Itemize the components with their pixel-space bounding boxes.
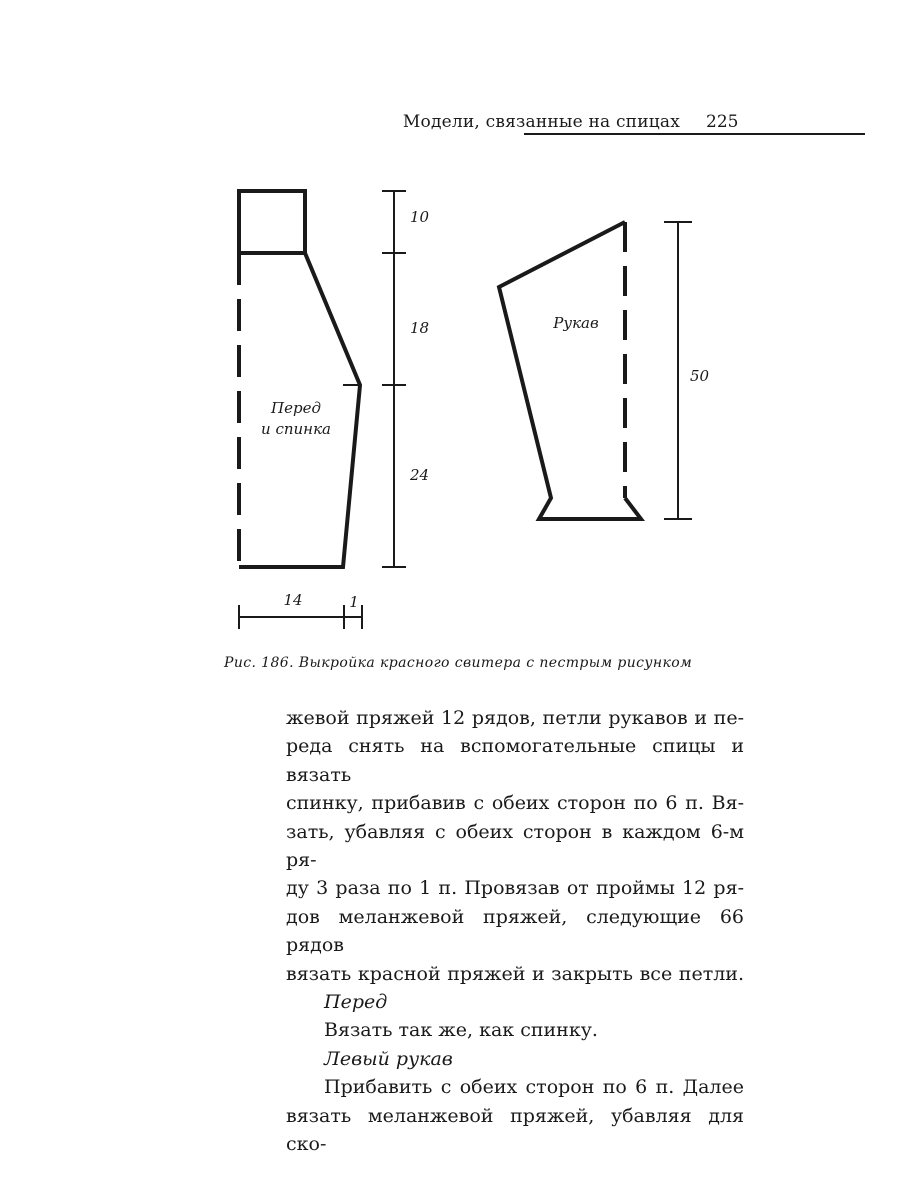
dim-label-14: 14 [283,591,303,609]
label-front-back-1: Перед [271,399,321,417]
figure-caption: Рис. 186. Выкройка красного свитера с пестрым рисунком [224,655,693,671]
sleeve-outline [499,222,641,519]
body-line: реда снять на вспомогательные спицы и вязать [286,735,744,786]
front-text: Вязать так же, как спинку. [324,1019,598,1042]
dim-label-18: 18 [410,319,430,337]
dim-label-10: 10 [410,208,430,226]
label-front-back-2: и спинка [261,420,331,438]
body-height-dimension [382,191,406,567]
body-line: дов меланжевой пряжей, следующие 66 рядов [286,905,744,957]
page-number: 225 [706,112,739,132]
neck-rect [239,191,305,253]
sleeve-line: вязать меланжевой пряжей, убавляя для ско- [286,1104,744,1156]
body-line: жевой пряжей 12 рядов, петли рукавов и пе- [286,707,744,729]
sleeve-piece [499,222,641,519]
body-line: спинку, прибавив с обеих сторон по 6 п. Вя- [286,792,744,815]
body-line: зать, убавляя с обеих сторон в каждом 6-м ря- [286,820,744,872]
section-heading-front: Перед [324,991,388,1014]
body-line: ду 3 раза по 1 п. Провязав от проймы 12 ря- [286,877,744,900]
body-text [286,704,744,1159]
dim-label-1: 1 [349,593,359,611]
front-back-piece [239,191,360,567]
sleeve-line: Прибавить с обеих сторон по 6 п. Далее [324,1076,744,1099]
section-heading-left-sleeve: Левый рукав [324,1047,453,1070]
sleeve-height-dimension [664,222,692,519]
body-line: вязать красной пряжей и закрыть все петли. [286,962,744,985]
running-head-title: Модели, связанные на спицах [402,112,680,132]
label-sleeve: Рукав [553,314,599,332]
dim-label-24: 24 [410,466,430,484]
dim-label-50: 50 [690,367,710,385]
